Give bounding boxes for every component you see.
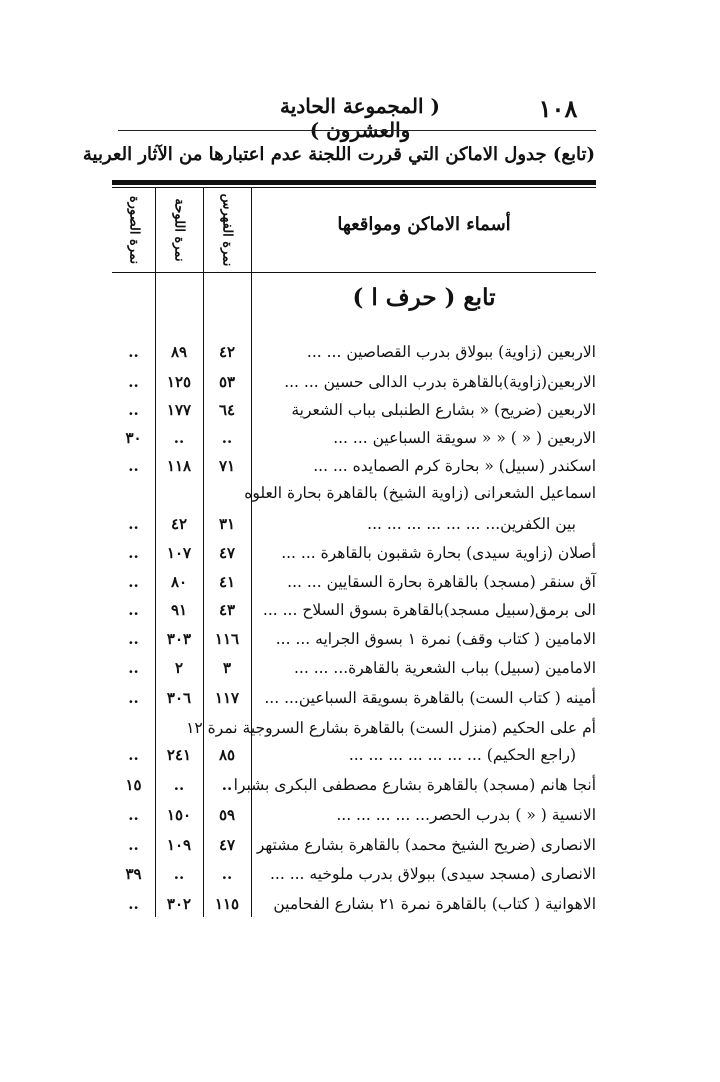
row-name: اسماعيل الشعرانى (زاوية الشيخ) بالقاهرة بحارة العلوه (244, 484, 596, 502)
row-c1-value: ٣١ (218, 515, 236, 533)
row-c2-value: ١٥٠ (166, 806, 192, 824)
row-c1-value: ٣ (222, 659, 232, 677)
row-c2-value: ٨٠ (170, 573, 188, 591)
row-name: الاربعين (ضريح) « بشارع الطنبلى بباب الشعرية (291, 401, 596, 419)
row-c1-value: .. (221, 429, 233, 447)
row-c3-value: .. (128, 836, 139, 854)
row-c3-value: .. (128, 659, 139, 677)
page-number: ١٠٨ (538, 94, 578, 123)
row-name: الامامين (سبيل) بباب الشعرية بالقاهرة... ... ... (293, 659, 596, 677)
row-name: آق سنقر (مسجد) بالقاهرة بحارة السقايين ... ... (287, 573, 596, 591)
row-c3-value: ٣٠ (125, 429, 142, 447)
row-c2-value: ٣٠٦ (166, 689, 192, 707)
row-c3-value: .. (128, 373, 139, 391)
row-name: الانصارى (ضريح الشيخ محمد) بالقاهرة بشارع مشتهر (256, 836, 596, 854)
row-c2-value: ١٠٧ (166, 544, 192, 562)
table-top-rule-thin (112, 187, 596, 188)
row-c1-value: ٤٧ (218, 544, 236, 562)
row-c1-value: ٧١ (218, 457, 236, 475)
row-c1-value: ٤١ (218, 573, 236, 591)
row-name: أصلان (زاوية سيدى) بحارة شقبون بالقاهرة ... ... (281, 544, 596, 562)
row-name: (راجع الحكيم) ... ... ... ... ... ... ... (348, 746, 576, 764)
running-head: ( المجموعة الحادية والعشرون ) (280, 94, 440, 142)
column-divider-1 (251, 187, 252, 917)
row-c2-value (155, 481, 203, 505)
row-c3-value: .. (128, 630, 139, 648)
table-header-rule (112, 272, 596, 273)
row-name: الاربعين (زاوية) ببولاق بدرب القصاصين ... ... (306, 343, 596, 361)
row-c1-value: ١١٦ (214, 630, 240, 648)
header-rule (118, 130, 596, 131)
row-c3-value: .. (128, 343, 139, 361)
section-title: تابع ( حرف ا ) (352, 284, 496, 311)
col1-header (205, 190, 249, 270)
row-c1-value: .. (221, 776, 233, 794)
row-name: الانسية ( « ) بدرب الحصر... ... ... ... ... (336, 806, 596, 824)
row-c3-value: .. (128, 895, 139, 913)
row-c1-value: ٥٣ (218, 373, 236, 391)
row-name: أنجا هانم (مسجد) بالقاهرة بشارع مصطفى البكرى بشبرا (233, 776, 596, 794)
row-c2-value: .. (173, 776, 185, 794)
table-title: (تابع) جدول الاماكن التي قررت اللجنة عدم اعتبارها من الآثار العربية (82, 144, 595, 165)
col2-header (157, 190, 201, 270)
row-c3-value: .. (128, 806, 139, 824)
row-c3-value (112, 481, 155, 505)
row-name: اسكندر (سبيل) « بحارة كرم الصمايده ... ... (313, 457, 596, 475)
row-c3-value: ٣٩ (125, 865, 142, 883)
row-c3-value: ١٥ (125, 776, 142, 794)
names-column-header: أسماء الاماكن ومواقعها (337, 214, 511, 235)
row-c1-value: ١١٥ (214, 895, 240, 913)
row-c1-value: ٦٤ (218, 401, 236, 419)
row-c1-value: ٤٣ (218, 601, 236, 619)
row-c2-value: ١٧٧ (166, 401, 192, 419)
row-c2-value (155, 716, 203, 740)
row-c2-value: ١٠٩ (166, 836, 192, 854)
row-name: بين الكفرين... ... ... ... ... ... ... (367, 515, 576, 533)
row-c1-value: ٥٩ (218, 806, 236, 824)
row-c3-value (112, 716, 155, 740)
row-name: الامامين ( كتاب وقف) نمرة ١ بسوق الجرايه ... ... (275, 630, 596, 648)
row-c3-value: .. (128, 544, 139, 562)
row-name: الاربعين ( « ) « « سويقة السباعين ... ... (333, 429, 596, 447)
row-name: أمينه ( كتاب الست) بالقاهرة بسويقة السباعين... ... (264, 689, 596, 707)
row-c2-value: ١١٨ (166, 457, 192, 475)
row-c1-value: .. (221, 865, 233, 883)
col3-header-label: نمرة الصورة (126, 195, 142, 265)
col2-header-label: نمرة اللوحة (171, 198, 187, 262)
row-name: الاربعين(زاوية)بالقاهرة بدرب الدالى حسين ... ... (284, 373, 596, 391)
row-c2-value: ٢ (174, 659, 184, 677)
row-name: الانصارى (مسجد سيدى) ببولاق بدرب ملوخيه ... ... (270, 865, 596, 883)
row-c1-value (203, 481, 251, 505)
row-c3-value: .. (128, 746, 139, 764)
table-top-rule-thick (112, 180, 596, 185)
row-name: أم على الحكيم (منزل الست) بالقاهرة بشارع السروجية نمرة ١٢ (186, 719, 596, 737)
row-c2-value: ٣٠٢ (166, 895, 192, 913)
row-c1-value: ٤٢ (218, 343, 236, 361)
row-c1-value: ٤٧ (218, 836, 236, 854)
row-c2-value: ٢٤١ (166, 746, 192, 764)
row-c2-value: ٣٠٣ (166, 630, 192, 648)
row-c3-value: .. (128, 457, 139, 475)
row-c2-value: ٨٩ (170, 343, 188, 361)
row-c2-value: ١٢٥ (166, 373, 192, 391)
row-c2-value: ٩١ (170, 601, 188, 619)
row-c3-value: .. (128, 515, 139, 533)
col3-header (112, 190, 156, 270)
col1-header-label: نمرة الفهرس (219, 193, 235, 267)
row-c2-value: .. (173, 429, 185, 447)
row-c2-value: .. (173, 865, 185, 883)
row-c3-value: .. (128, 601, 139, 619)
row-c3-value: .. (128, 401, 139, 419)
row-c1-value (203, 716, 251, 740)
row-c2-value: ٤٢ (170, 515, 188, 533)
row-c3-value: .. (128, 573, 139, 591)
row-c1-value: ٨٥ (218, 746, 236, 764)
row-c3-value: .. (128, 689, 139, 707)
row-name: الاهوانية ( كتاب) بالقاهرة نمرة ٢١ بشارع الفحامين (273, 895, 596, 913)
row-name: الى برمق(سبيل مسجد)بالقاهرة بسوق السلاح ... ... (262, 601, 596, 619)
row-c1-value: ١١٧ (214, 689, 240, 707)
